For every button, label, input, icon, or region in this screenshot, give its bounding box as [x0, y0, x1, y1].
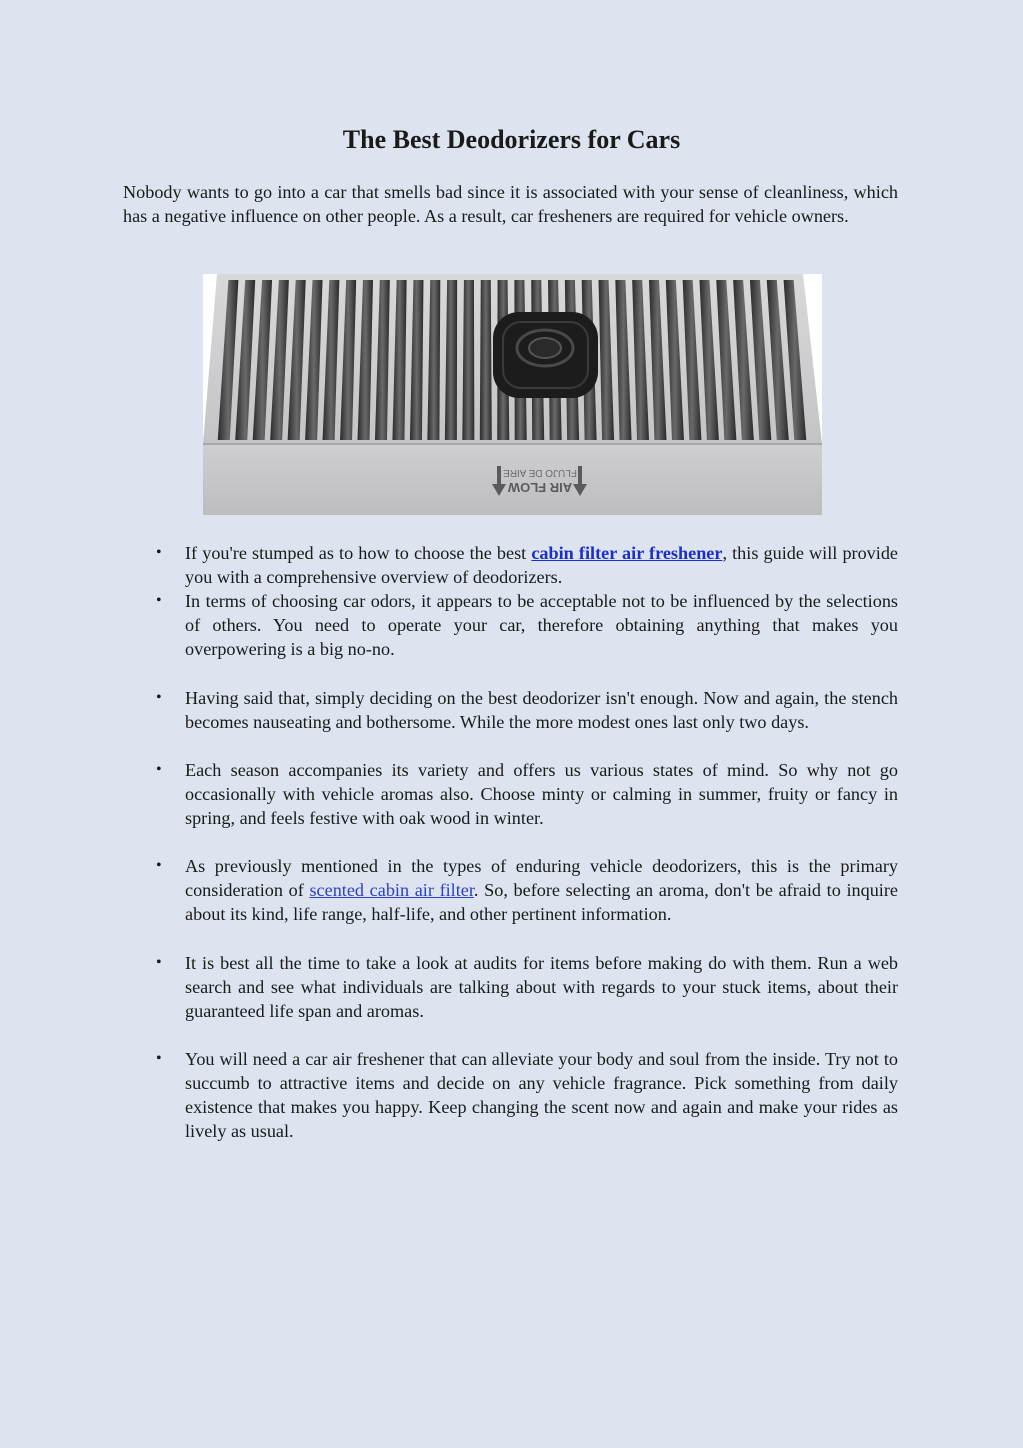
bullet-icon: • — [156, 857, 162, 875]
list-item: • As previously mentioned in the types of enduring vehicle deodorizers, this is the primary consideration of scented cabin air filter. So, before selecting an aroma, don't be afraid to inquire about its kind, life range, half-life, and other pertinent information. — [156, 856, 898, 925]
filter-pleat — [462, 280, 474, 440]
cabin-filter-air-freshener-link[interactable]: cabin filter air freshener — [531, 543, 723, 563]
scented-cabin-air-filter-link[interactable]: scented cabin air filter — [309, 880, 474, 901]
bullet-icon: • — [156, 544, 162, 561]
bullet-icon: • — [156, 592, 162, 610]
list-item: • Each season accompanies its variety and offers us various states of mind. So why not go occasionally with vehicle aromas also. Choose minty or calming in summer, fruity or fancy in spring, and feels festive with oak wood in winter. — [156, 759, 898, 829]
bullet-icon: • — [156, 953, 162, 971]
list-item: • Having said that, simply deciding on the best deodorizer isn't enough. Now and again, the stench becomes nauseating and bothersome. While the more modest ones last only two days. — [156, 687, 898, 732]
list-item: • In terms of choosing car odors, it appears to be acceptable not to be influenced by the selections of others. You need to operate your car, therefore obtaining anything that makes you overpowering is a big no-no. — [156, 591, 898, 660]
intro-paragraph: Nobody wants to go into a car that smells bad since it is associated with your sense of cleanliness, which has a negative influence on other people. As a result, car fresheners are required for vehicle owners. — [123, 182, 898, 227]
page-title: The Best Deodorizers for Cars — [342, 125, 681, 154]
list-item: • If you're stumped as to how to choose the best cabin filter air freshener, this guide will provide you with a comprehensive overview of deodorizers. — [156, 543, 898, 588]
bullet-icon: • — [156, 760, 162, 778]
bullet-icon: • — [156, 1049, 162, 1067]
list-item: • You will need a car air freshener that can alleviate your body and soul from the inside. Try not to succumb to attractive items and decide on any vehicle fragrance. Pick something from daily existence that makes you happy. Keep changing the scent now and again and make your rides as lively as usual. — [156, 1048, 898, 1142]
list-item: • It is best all the time to take a look at audits for items before making do with them. Run a web search and see what individuals are talking about with regards to your stuck items, about their guaranteed life span and aromas. — [156, 952, 898, 1021]
bullet-icon: • — [156, 688, 162, 706]
flujo-label: FLUJO DE AIRE — [503, 467, 577, 478]
filter-pleat — [480, 280, 492, 440]
cabin-air-filter-photo — [203, 274, 822, 515]
filter-badge-icon — [493, 312, 598, 398]
bullet-list — [156, 541, 898, 1143]
air-flow-label: AIR FLOW — [507, 480, 573, 495]
